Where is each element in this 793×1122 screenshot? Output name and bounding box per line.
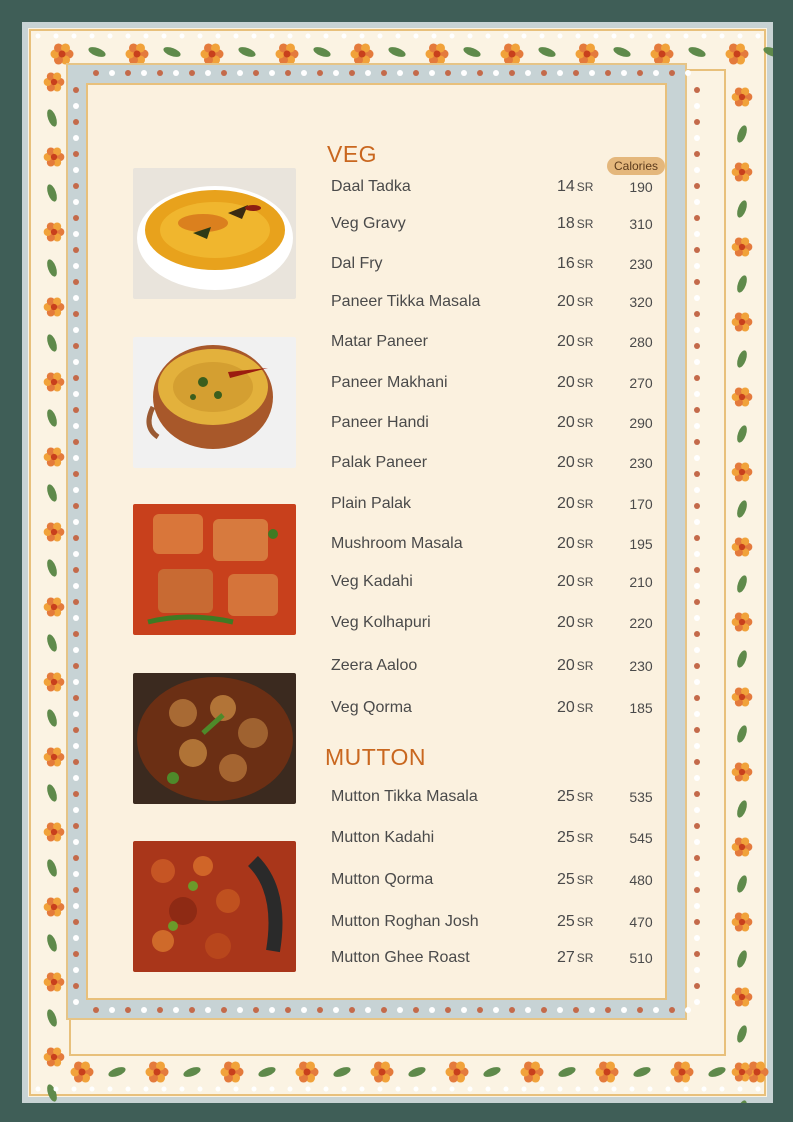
menu-item-calories: 545	[629, 830, 653, 846]
price-value: 20	[557, 614, 575, 631]
menu-item-calories: 230	[629, 256, 653, 272]
menu-item-calories: 310	[629, 216, 653, 232]
menu-item-price	[557, 949, 593, 967]
price-value: 25	[557, 829, 575, 846]
menu-item-row	[331, 871, 671, 895]
menu-item-price	[557, 495, 593, 513]
menu-item-calories: 510	[629, 950, 653, 966]
menu-item-price	[557, 178, 593, 196]
menu-item-calories: 195	[629, 536, 653, 552]
menu-item-row	[331, 495, 671, 519]
paneer-curry-image	[133, 504, 296, 635]
menu-item-price	[557, 454, 593, 472]
currency-label: SR	[576, 659, 594, 673]
menu-item-row	[331, 788, 671, 812]
menu-item-row	[331, 374, 671, 398]
menu-item-row	[331, 699, 671, 723]
calories-header-badge: Calories	[607, 157, 665, 175]
price-value: 16	[557, 255, 575, 272]
menu-item-row	[331, 535, 671, 559]
menu-item-name: Mutton Tikka Masala	[331, 788, 478, 805]
menu-item-price	[557, 535, 593, 553]
menu-item-row	[331, 573, 671, 597]
menu-item-name: Zeera Aaloo	[331, 657, 418, 674]
menu-item-row	[331, 215, 671, 239]
price-value: 20	[557, 495, 575, 512]
menu-item-price	[557, 293, 593, 311]
currency-label: SR	[576, 537, 594, 551]
menu-item-row	[331, 913, 671, 937]
menu-item-price	[557, 699, 593, 717]
menu-item-row	[331, 293, 671, 317]
price-value: 20	[557, 657, 575, 674]
menu-item-price	[557, 614, 593, 632]
menu-item-name: Mutton Qorma	[331, 871, 434, 888]
menu-item-calories: 470	[629, 914, 653, 930]
menu-item-name: Veg Gravy	[331, 215, 406, 232]
menu-item-calories: 290	[629, 415, 653, 431]
menu-item-price	[557, 788, 593, 806]
menu-item-row	[331, 178, 671, 202]
price-value: 20	[557, 293, 575, 310]
menu-item-row	[331, 333, 671, 357]
menu-item-row	[331, 454, 671, 478]
menu-item-calories: 220	[629, 615, 653, 631]
currency-label: SR	[576, 575, 594, 589]
menu-item-calories: 270	[629, 375, 653, 391]
currency-label: SR	[576, 335, 594, 349]
menu-item-row	[331, 949, 671, 973]
menu-item-price	[557, 414, 593, 432]
currency-label: SR	[576, 790, 594, 804]
menu-item-name: Matar Paneer	[331, 333, 428, 350]
price-value: 25	[557, 871, 575, 888]
price-value: 20	[557, 454, 575, 471]
dal-fry-handi-image	[133, 337, 296, 468]
price-value: 25	[557, 788, 575, 805]
menu-item-row	[331, 414, 671, 438]
menu-item-price	[557, 333, 593, 351]
menu-item-name: Plain Palak	[331, 495, 412, 512]
currency-label: SR	[576, 217, 594, 231]
menu-item-calories: 320	[629, 294, 653, 310]
dal-tadka-bowl-image	[133, 168, 296, 299]
currency-label: SR	[576, 295, 594, 309]
mushroom-masala-image	[133, 673, 296, 804]
currency-label: SR	[576, 456, 594, 470]
currency-label: SR	[576, 416, 594, 430]
menu-item-calories: 210	[629, 574, 653, 590]
menu-item-calories: 185	[629, 700, 653, 716]
price-value: 27	[557, 949, 575, 966]
menu-item-calories: 280	[629, 334, 653, 350]
menu-item-calories: 170	[629, 496, 653, 512]
menu-item-name: Mutton Roghan Josh	[331, 913, 479, 930]
section-title-veg: VEG	[327, 141, 378, 167]
menu-item-calories: 190	[629, 179, 653, 195]
price-value: 20	[557, 414, 575, 431]
menu-item-name: Veg Kadahi	[331, 573, 413, 590]
menu-item-name: Palak Paneer	[331, 454, 428, 471]
menu-item-price	[557, 255, 593, 273]
menu-item-calories: 230	[629, 658, 653, 674]
menu-item-calories: 480	[629, 872, 653, 888]
mutton-curry-image	[133, 841, 296, 972]
price-value: 18	[557, 215, 575, 232]
menu-item-price	[557, 374, 593, 392]
currency-label: SR	[576, 873, 594, 887]
price-value: 14	[557, 178, 575, 195]
price-value: 20	[557, 333, 575, 350]
price-value: 20	[557, 535, 575, 552]
menu-item-price	[557, 829, 593, 847]
menu-item-name: Paneer Makhani	[331, 374, 448, 391]
menu-item-price	[557, 657, 593, 675]
currency-label: SR	[576, 831, 594, 845]
menu-item-name: Daal Tadka	[331, 178, 411, 195]
menu-item-calories: 535	[629, 789, 653, 805]
menu-item-name: Veg Qorma	[331, 699, 412, 716]
menu-item-name: Mutton Kadahi	[331, 829, 435, 846]
menu-item-name: Mushroom Masala	[331, 535, 463, 552]
menu-item-row	[331, 829, 671, 853]
menu-item-price	[557, 573, 593, 591]
currency-label: SR	[576, 701, 594, 715]
price-value: 20	[557, 699, 575, 716]
currency-label: SR	[576, 180, 594, 194]
currency-label: SR	[576, 616, 594, 630]
menu-item-row	[331, 255, 671, 279]
price-value: 25	[557, 913, 575, 930]
menu-item-name: Mutton Ghee Roast	[331, 949, 470, 966]
currency-label: SR	[576, 257, 594, 271]
currency-label: SR	[576, 915, 594, 929]
price-value: 20	[557, 374, 575, 391]
menu-item-name: Dal Fry	[331, 255, 383, 272]
section-title-mutton: MUTTON	[325, 744, 426, 770]
currency-label: SR	[576, 951, 594, 965]
menu-item-price	[557, 871, 593, 889]
menu-item-row	[331, 614, 671, 638]
menu-item-calories: 230	[629, 455, 653, 471]
menu-item-row	[331, 657, 671, 681]
currency-label: SR	[576, 376, 594, 390]
menu-item-name: Paneer Tikka Masala	[331, 293, 481, 310]
menu-item-price	[557, 215, 593, 233]
currency-label: SR	[576, 497, 594, 511]
menu-item-name: Paneer Handi	[331, 414, 429, 431]
price-value: 20	[557, 573, 575, 590]
menu-item-name: Veg Kolhapuri	[331, 614, 431, 631]
menu-item-price	[557, 913, 593, 931]
